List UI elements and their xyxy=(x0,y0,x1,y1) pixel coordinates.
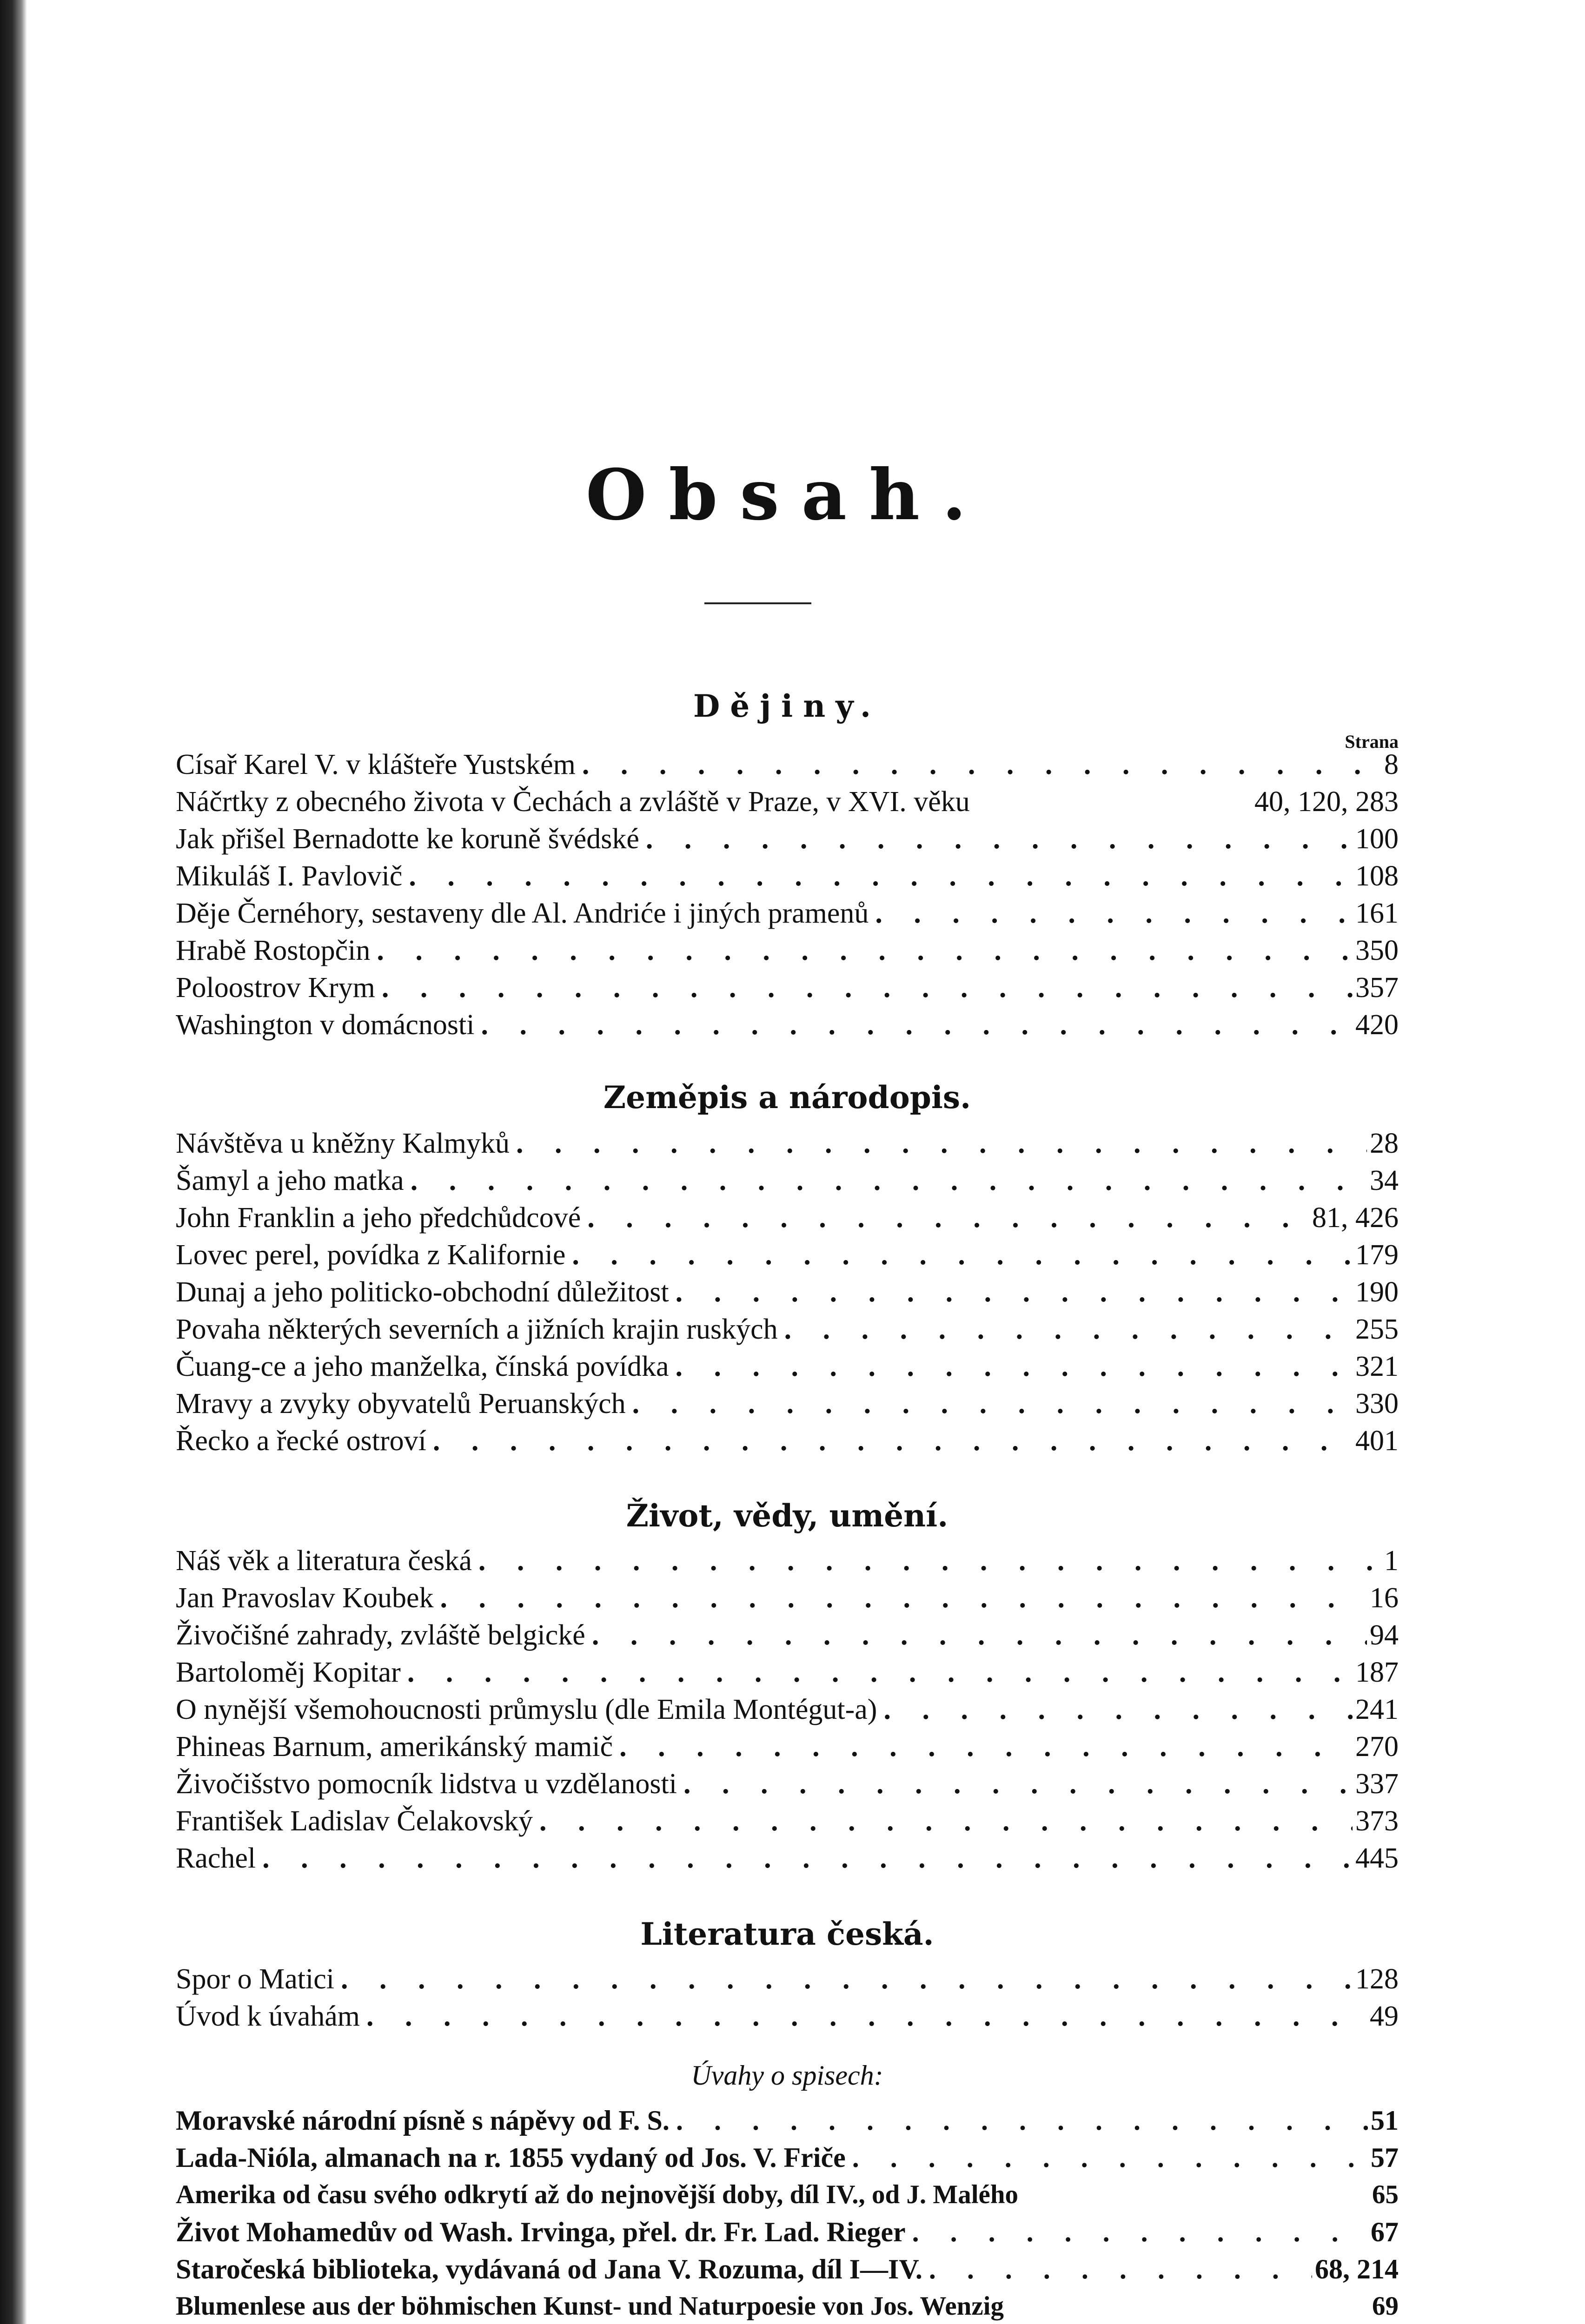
entry-page: 255 xyxy=(1355,1314,1399,1345)
entry-page: 445 xyxy=(1355,1842,1399,1874)
entry-title: Děje Černéhory, sestaveny dle Al. Andriće i jiných pramenů xyxy=(176,898,869,929)
entry-page: 350 xyxy=(1355,935,1399,966)
entry-title: Císař Karel V. v klášteře Yustském xyxy=(176,749,576,780)
entry-title: Moravské národní písně s nápěvy od F. S. xyxy=(176,2105,670,2136)
toc-entry xyxy=(176,783,1399,820)
entry-page: 128 xyxy=(1355,1963,1399,1995)
toc-entry xyxy=(176,2176,1399,2213)
entry-title: Phineas Barnum, amerikánský mamič xyxy=(176,1731,613,1763)
entry-page: 187 xyxy=(1355,1657,1399,1688)
toc-entry xyxy=(176,1691,1399,1728)
entry-page: 69 xyxy=(1372,2291,1399,2321)
dot-leader xyxy=(334,1961,1353,1998)
dot-leader xyxy=(581,1199,1309,1236)
toc-entry xyxy=(176,1542,1399,1579)
entry-title: Náčrtky z obecného života v Čechách a zvláště v Praze, v XVI. věku xyxy=(176,786,970,818)
toc-entry xyxy=(176,2251,1399,2288)
toc-entry xyxy=(176,820,1399,858)
dot-leader xyxy=(669,1348,1353,1385)
toc-entry xyxy=(176,1579,1399,1617)
entry-page: 100 xyxy=(1355,823,1399,855)
entry-page: 28 xyxy=(1370,1128,1399,1159)
entry-title: Jak přišel Bernadotte ke koruně švédské xyxy=(176,823,639,855)
entry-title: Poloostrov Krym xyxy=(176,972,375,1004)
entry-page: 373 xyxy=(1355,1805,1399,1837)
toc-entry xyxy=(176,1274,1399,1311)
entry-page: 51 xyxy=(1371,2105,1399,2136)
toc-list-literatura xyxy=(176,1961,1399,2035)
entry-title: Úvod k úvahám xyxy=(176,2000,360,2032)
entry-title: Lada-Nióla, almanach na r. 1855 vydaný od Jos. V. Friče xyxy=(176,2142,846,2173)
dot-leader xyxy=(375,969,1353,1006)
dot-leader xyxy=(585,1617,1367,1654)
entry-page: 270 xyxy=(1355,1731,1399,1763)
page-column-label: Strana xyxy=(1345,731,1399,752)
entry-page: 1 xyxy=(1384,1545,1399,1577)
entry-page: 8 xyxy=(1384,749,1399,780)
entry-title: Hrabě Rostopčin xyxy=(176,935,371,966)
entry-title: Rachel xyxy=(176,1842,256,1874)
toc-entry xyxy=(176,895,1399,932)
toc-entry xyxy=(176,1006,1399,1043)
entry-page: 65 xyxy=(1372,2180,1399,2209)
entry-page: 94 xyxy=(1370,1619,1399,1651)
dot-leader xyxy=(401,1654,1353,1691)
entry-title: Náš věk a literatura česká xyxy=(176,1545,472,1577)
entry-title: Dunaj a jeho politicko-obchodní důležitost xyxy=(176,1276,669,1308)
dot-leader xyxy=(426,1422,1353,1459)
section-heading-dejiny: Dějiny. xyxy=(693,688,881,724)
dot-leader xyxy=(639,820,1353,858)
toc-entry xyxy=(176,1617,1399,1654)
entry-page: 179 xyxy=(1355,1239,1399,1271)
dot-leader xyxy=(433,1579,1367,1617)
entry-page: 67 xyxy=(1371,2217,1399,2247)
dot-leader xyxy=(472,1542,1381,1579)
section-heading-zemepis: Zeměpis a národopis. xyxy=(603,1079,971,1116)
toc-list-zemepis xyxy=(176,1125,1399,1459)
entry-title: František Ladislav Čelakovský xyxy=(176,1805,533,1837)
toc-entry xyxy=(176,1348,1399,1385)
dot-leader xyxy=(869,895,1353,932)
toc-entry xyxy=(176,2288,1399,2324)
entry-page: 68, 214 xyxy=(1315,2254,1399,2284)
toc-entry xyxy=(176,746,1399,783)
toc-entry xyxy=(176,1162,1399,1199)
entry-title: Mikuláš I. Pavlovič xyxy=(176,860,403,892)
toc-entry xyxy=(176,1311,1399,1348)
dot-leader xyxy=(613,1728,1353,1765)
entry-page: 241 xyxy=(1355,1694,1399,1725)
dot-leader xyxy=(402,858,1353,895)
entry-title: Řecko a řecké ostroví xyxy=(176,1425,426,1457)
entry-title: Mravy a zvyky obyvatelů Peruanských xyxy=(176,1388,626,1419)
entry-page: 81, 426 xyxy=(1312,1202,1399,1234)
contents-page xyxy=(176,0,1399,2324)
toc-list-dejiny xyxy=(176,746,1399,1043)
toc-list-zivot xyxy=(176,1542,1399,1877)
toc-entry xyxy=(176,969,1399,1006)
entry-title: John Franklin a jeho předchůdcové xyxy=(176,1202,581,1234)
toc-entry xyxy=(176,1961,1399,1998)
entry-page: 34 xyxy=(1370,1165,1399,1196)
entry-title: Živočišstvo pomocník lidstva u vzdělanosti xyxy=(176,1768,677,1800)
dot-leader xyxy=(670,2102,1368,2139)
toc-entry xyxy=(176,1802,1399,1840)
dot-leader xyxy=(404,1162,1367,1199)
entry-title: Spor o Matici xyxy=(176,1963,334,1995)
toc-entry xyxy=(176,1765,1399,1802)
entry-page: 337 xyxy=(1355,1768,1399,1800)
dot-leader xyxy=(360,1998,1367,2035)
toc-entry xyxy=(176,858,1399,895)
entry-title: Živočišné zahrady, zvláště belgické xyxy=(176,1619,585,1651)
toc-entry xyxy=(176,1728,1399,1765)
dot-leader xyxy=(906,2213,1368,2251)
entry-title: Blumenlese aus der böhmischen Kunst- und Naturpoesie von Jos. Wenzig xyxy=(176,2291,1004,2321)
toc-entry xyxy=(176,1654,1399,1691)
toc-entry xyxy=(176,1199,1399,1236)
entry-title: Amerika od času svého odkrytí až do nejnovější doby, díl IV., od J. Malého xyxy=(176,2180,1019,2209)
toc-entry xyxy=(176,2139,1399,2176)
dot-leader xyxy=(778,1311,1353,1348)
dot-leader xyxy=(669,1274,1353,1311)
entry-title: Staročeská biblioteka, vydávaná od Jana V. Rozuma, díl I—IV. xyxy=(176,2254,922,2284)
dot-leader xyxy=(922,2251,1312,2288)
dot-leader xyxy=(677,1765,1353,1802)
dot-leader xyxy=(475,1006,1353,1043)
toc-entry xyxy=(176,1236,1399,1274)
toc-entry xyxy=(176,2102,1399,2139)
entry-page: 161 xyxy=(1355,898,1399,929)
title-rule xyxy=(704,602,811,604)
entry-page: 401 xyxy=(1355,1425,1399,1457)
dot-leader xyxy=(877,1691,1353,1728)
section-heading-literatura: Literatura česká. xyxy=(640,1916,934,1952)
toc-entry xyxy=(176,1385,1399,1422)
entry-page: 357 xyxy=(1355,972,1399,1004)
entry-title: Čuang-ce a jeho manželka, čínská povídka xyxy=(176,1351,669,1382)
entry-page: 57 xyxy=(1371,2142,1399,2173)
reviews-subheading: Úvahy o spisech: xyxy=(691,2060,883,2091)
entry-page: 49 xyxy=(1370,2000,1399,2032)
toc-entry xyxy=(176,932,1399,969)
entry-title: Povaha některých severních a jižních krajin ruských xyxy=(176,1314,778,1345)
entry-title: Washington v domácnosti xyxy=(176,1009,475,1041)
entry-title: Jan Pravoslav Koubek xyxy=(176,1582,434,1614)
entry-title: Bartoloměj Kopitar xyxy=(176,1657,401,1688)
section-heading-zivot: Život, vědy, umění. xyxy=(626,1498,948,1534)
entry-page: 420 xyxy=(1355,1009,1399,1041)
entry-page: 190 xyxy=(1355,1276,1399,1308)
entry-title: O nynější všemohoucnosti průmyslu (dle Emila Montégut-a) xyxy=(176,1694,877,1725)
entry-page: 40, 120, 283 xyxy=(1254,786,1399,818)
page-binding-edge xyxy=(0,0,27,2324)
toc-entry xyxy=(176,1840,1399,1877)
entry-title: Lovec perel, povídka z Kalifornie xyxy=(176,1239,566,1271)
toc-entry xyxy=(176,2213,1399,2251)
entry-title: Šamyl a jeho matka xyxy=(176,1165,404,1196)
toc-entry xyxy=(176,1125,1399,1162)
dot-leader xyxy=(533,1802,1353,1840)
dot-leader xyxy=(256,1840,1353,1877)
toc-list-reviews xyxy=(176,2102,1399,2324)
page-title: Obsah. xyxy=(585,454,989,536)
entry-page: 108 xyxy=(1355,860,1399,892)
dot-leader xyxy=(565,1236,1353,1274)
dot-leader xyxy=(846,2139,1368,2176)
dot-leader xyxy=(576,746,1381,783)
dot-leader xyxy=(370,932,1353,969)
entry-page: 16 xyxy=(1370,1582,1399,1614)
entry-page: 330 xyxy=(1355,1388,1399,1419)
dot-leader xyxy=(626,1385,1353,1422)
toc-entry xyxy=(176,1998,1399,2035)
toc-entry xyxy=(176,1422,1399,1459)
dot-leader xyxy=(510,1125,1367,1162)
entry-page: 321 xyxy=(1355,1351,1399,1382)
entry-title: Návštěva u kněžny Kalmyků xyxy=(176,1128,510,1159)
entry-title: Život Mohamedův od Wash. Irvinga, přel. dr. Fr. Lad. Rieger xyxy=(176,2217,906,2247)
